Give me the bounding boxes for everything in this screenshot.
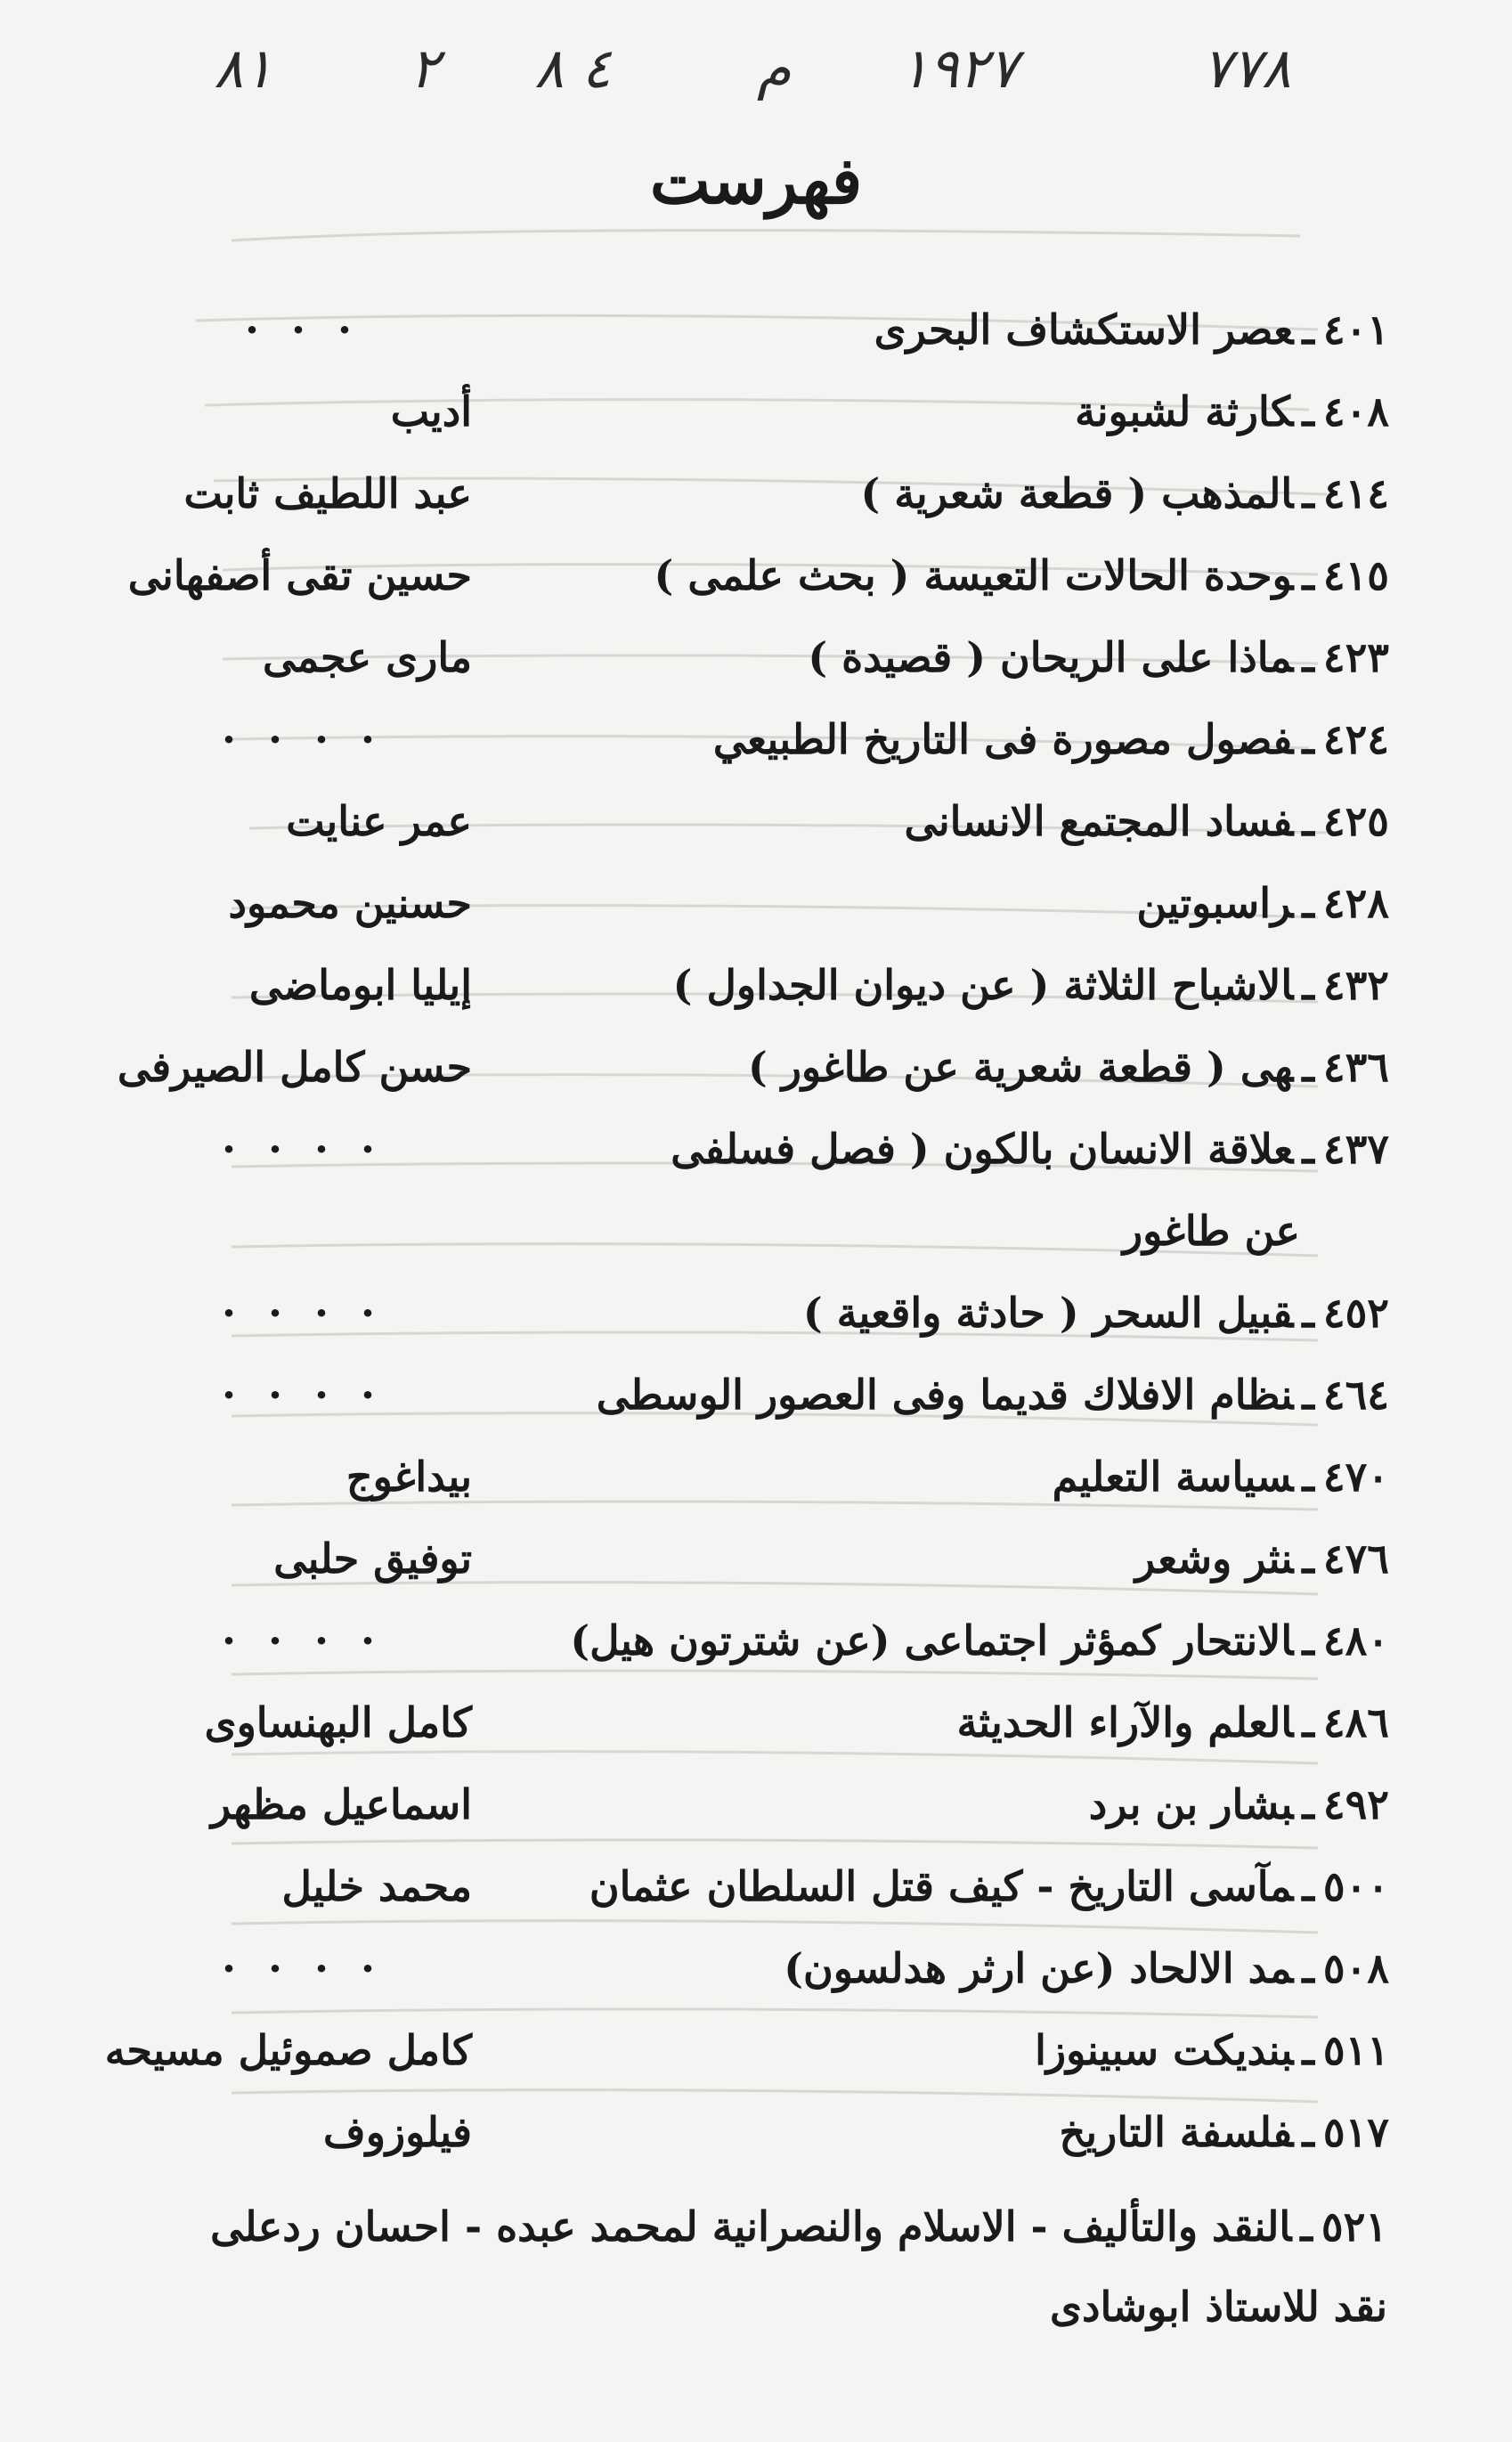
- entry-author: إيليا ابوماضى: [248, 961, 472, 1009]
- entry-title: نظام الافلاك قديما وفى العصور الوسطى: [596, 1371, 1294, 1419]
- entry-text: ٥١٧ـفلسفة التاريخ: [1060, 2096, 1390, 2168]
- page-number: ٤١٥: [1322, 551, 1389, 599]
- entry-title: فلسفة التاريخ: [1059, 2108, 1294, 2156]
- entry-author: حسين تقى أصفهانى: [127, 551, 472, 599]
- entry-text: ٤٢٥ـفساد المجتمع الانسانى: [905, 786, 1390, 857]
- contents-row: [134, 1441, 1389, 1523]
- contents-row: [134, 949, 1389, 1031]
- entry-author: توفيق حلبى: [273, 1534, 472, 1583]
- page-number: ٤٩٢: [1322, 1780, 1389, 1828]
- page-number: ٥٢١: [1321, 2202, 1387, 2251]
- contents-row: [134, 1605, 1389, 1687]
- contents-row: [104, 2015, 1389, 2096]
- entry-text: ٤٣٧ـعلاقة الانسان بالكون ( فصل فسلفى: [671, 1113, 1389, 1184]
- entry-title: المذهب ( قطعة شعرية ): [860, 469, 1294, 517]
- entry-author: فيلوزوف: [323, 2108, 472, 2156]
- handwritten-note: م: [757, 36, 792, 101]
- handwritten-note: ٧٧٨: [1202, 36, 1291, 101]
- entry-title: هى ( قطعة شعرية عن طاغور ): [747, 1043, 1294, 1091]
- contents-row: [134, 1277, 1389, 1359]
- entry-text: [1123, 1195, 1300, 1266]
- entry-title: كارثة لشبونة: [1075, 387, 1294, 435]
- entry-title: فصول مصورة فى التاريخ الطبيعي: [712, 715, 1294, 763]
- entry-author: أديب: [390, 387, 472, 435]
- page-number: ٤٨٦: [1322, 1698, 1389, 1746]
- entry-text: ٤٢٨ـراسبوتين: [1136, 867, 1389, 939]
- page-number: ٤٢٣: [1322, 633, 1389, 681]
- entry-author: · · · ·: [221, 1944, 385, 1992]
- entry-text: ٤٧٠ـسياسة التعليم: [1053, 1441, 1389, 1512]
- entry-author: · · · ·: [221, 1289, 385, 1337]
- entry-author: عمر عنايت: [286, 797, 472, 845]
- page-number: ٤١٤: [1322, 469, 1389, 517]
- entry-author: · · · ·: [221, 1371, 385, 1419]
- closing-entry-text: النقد والتأليف - الاسلام والنصرانية لمحمد عبده - احسان ردعلى: [210, 2202, 1292, 2251]
- page-number: ٤٣٦: [1322, 1043, 1389, 1091]
- entry-text: ٥٠٠ـمآسى التاريخ - كيف قتل السلطان عثمان: [589, 1851, 1389, 1922]
- entry-title: مد الالحاد (عن ارثر هدلسون): [784, 1944, 1294, 1992]
- entry-title: الاشباح الثلاثة ( عن ديوان الجداول ): [672, 961, 1294, 1009]
- entry-text: ٤٣٦ـهى ( قطعة شعرية عن طاغور ): [748, 1031, 1389, 1103]
- page-number: ٥١١: [1322, 2026, 1389, 2074]
- entry-author: حسن كامل الصيرفى: [117, 1043, 472, 1091]
- entry-title: فساد المجتمع الانسانى: [904, 797, 1294, 845]
- page-number: ٤٧٦: [1322, 1534, 1389, 1583]
- entry-text: ٤١٤ـالمذهب ( قطعة شعرية ): [860, 458, 1389, 529]
- entry-title: بشار بن برد: [1088, 1780, 1294, 1828]
- page-number: ٤٥٢: [1322, 1289, 1389, 1337]
- closing-entry: ٥٢١ـالنقد والتأليف - الاسلام والنصرانية لمحمد عبده - احسان ردعلى: [132, 2191, 1387, 2262]
- handwritten-annotations: [0, 27, 1512, 134]
- page-number: ٥١٧: [1322, 2108, 1389, 2156]
- contents-row: [134, 622, 1389, 704]
- entry-title: قبيل السحر ( حادثة واقعية ): [802, 1289, 1294, 1337]
- entry-text: ٥١١ـبنديكت سبينوزا: [1035, 2015, 1389, 2086]
- entry-author: كامل صموئيل مسيحه: [104, 2026, 472, 2074]
- contents-row: [134, 1769, 1389, 1851]
- entry-text: ٤٨٠ـالانتحار كمؤثر اجتماعى (عن شترتون هيل): [570, 1605, 1389, 1676]
- entry-author: حسنين محمود: [228, 879, 472, 927]
- entry-title: نثر وشعر: [1134, 1534, 1294, 1583]
- contents-row: [134, 2096, 1389, 2178]
- entry-title: بنديكت سبينوزا: [1035, 2026, 1294, 2074]
- handwritten-note: ٢: [410, 36, 440, 101]
- entry-title: عن طاغور: [1122, 1207, 1300, 1255]
- contents-row: [134, 1687, 1389, 1769]
- contents-row: [134, 458, 1389, 540]
- entry-author: · · · ·: [221, 1616, 385, 1665]
- contents-row: [127, 540, 1389, 622]
- page-number: ٤٦٤: [1322, 1371, 1389, 1419]
- entry-author: عبد اللطيف ثابت: [183, 469, 472, 517]
- entry-text: ٤٥٢ـقبيل السحر ( حادثة واقعية ): [803, 1277, 1389, 1348]
- contents-row: [134, 1523, 1389, 1605]
- page-number: ٤٠١: [1322, 305, 1389, 354]
- entry-text: ٤٦٤ـنظام الافلاك قديما وفى العصور الوسطى: [597, 1359, 1389, 1430]
- entry-text: ٤٠١ـعصر الاستكشاف البحرى: [874, 294, 1389, 365]
- handwritten-note: ٤ ٨: [534, 36, 612, 101]
- contents-row: [134, 1113, 1389, 1195]
- entry-title: وحدة الحالات التعيسة ( بحث علمى ): [654, 551, 1294, 599]
- entry-author: مارى عجمى: [263, 633, 472, 681]
- contents-row: [134, 376, 1389, 458]
- page-number: ٤٧٠: [1322, 1453, 1389, 1501]
- entry-text: ٤٢٤ـفصول مصورة فى التاريخ الطبيعي: [713, 704, 1389, 775]
- page-number: ٤٢٤: [1322, 715, 1389, 763]
- contents-row-continuation: [134, 1195, 1389, 1277]
- contents-row: [117, 1031, 1389, 1113]
- entry-title: راسبوتين: [1136, 879, 1294, 927]
- entry-text: ٤٩٢ـبشار بن برد: [1089, 1769, 1389, 1840]
- handwritten-note: ١٩٢٧: [899, 36, 1019, 101]
- entry-title: علاقة الانسان بالكون ( فصل فسلفى: [671, 1125, 1294, 1173]
- page-number: ٥٠٨: [1322, 1944, 1389, 1992]
- entry-title: مآسى التاريخ - كيف قتل السلطان عثمان: [589, 1862, 1294, 1910]
- entry-title: العلم والآراء الحديثة: [956, 1698, 1294, 1746]
- entry-title: سياسة التعليم: [1052, 1453, 1294, 1501]
- contents-list: [104, 294, 1389, 2178]
- closing-entry-note: نقد للاستاذ ابوشادى: [1049, 2283, 1387, 2331]
- page-number: ٥٠٠: [1322, 1862, 1389, 1910]
- contents-row: [134, 1933, 1389, 2015]
- contents-row: [134, 1851, 1389, 1933]
- page-title: فهرست: [649, 142, 863, 218]
- entry-author: · · ·: [244, 305, 362, 354]
- entry-title: الانتحار كمؤثر اجتماعى (عن شترتون هيل): [570, 1616, 1294, 1665]
- entry-text: ٥٠٨ـمد الالحاد (عن ارثر هدلسون): [784, 1933, 1389, 2004]
- contents-row: [134, 786, 1389, 867]
- entry-text: ٤٢٣ـماذا على الريحان ( قصيدة ): [808, 622, 1389, 693]
- entry-text: ٤٨٦ـالعلم والآراء الحديثة: [956, 1687, 1389, 1758]
- entry-author: كامل البهنساوى: [204, 1698, 472, 1746]
- entry-text: ٤٧٦ـنثر وشعر: [1135, 1523, 1389, 1594]
- contents-row: [134, 704, 1389, 786]
- page-number: ٤٠٨: [1322, 387, 1389, 435]
- contents-row: [134, 294, 1389, 376]
- page-number: ٤٢٥: [1322, 797, 1389, 845]
- entry-title: ماذا على الريحان ( قصيدة ): [808, 633, 1294, 681]
- entry-author: اسماعيل مظهر: [210, 1780, 472, 1828]
- entry-title: عصر الاستكشاف البحرى: [874, 305, 1294, 354]
- page-number: ٤٣٢: [1322, 961, 1389, 1009]
- entry-author: · · · ·: [221, 1125, 385, 1173]
- contents-row: [134, 867, 1389, 949]
- entry-text: ٤٣٢ـالاشباح الثلاثة ( عن ديوان الجداول ): [673, 949, 1389, 1021]
- contents-row: [134, 1359, 1389, 1441]
- entry-author: محمد خليل: [281, 1862, 472, 1910]
- entry-text: ٤٠٨ـكارثة لشبونة: [1075, 376, 1389, 447]
- entry-author: · · · ·: [221, 715, 385, 763]
- entry-text: ٤١٥ـوحدة الحالات التعيسة ( بحث علمى ): [654, 540, 1389, 611]
- page-number: ٤٢٨: [1322, 879, 1389, 927]
- page-number: ٤٣٧: [1322, 1125, 1389, 1173]
- page-number: ٤٨٠: [1322, 1616, 1389, 1665]
- entry-author: بيداغوج: [345, 1453, 472, 1501]
- handwritten-note: ٨١: [214, 36, 273, 101]
